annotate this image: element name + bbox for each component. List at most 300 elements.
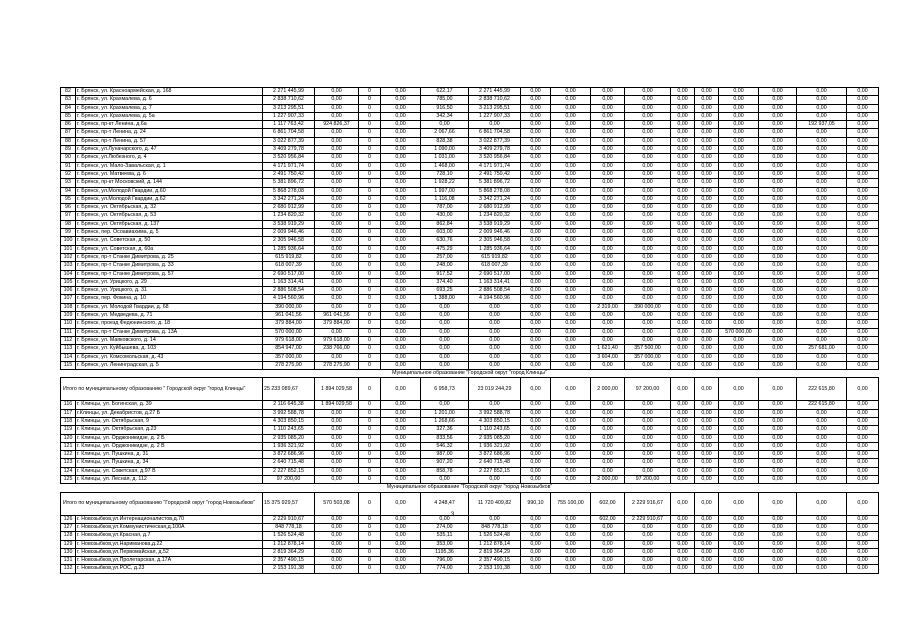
value-cell: 0,00	[797, 523, 847, 531]
address-cell: г. Новозыбков,ул.Первомайская, д.52	[76, 548, 263, 556]
address-cell: г. Брянск, ул.Молодой Гвардии, д.62	[76, 195, 263, 203]
value-cell: 0,00	[521, 312, 551, 320]
address-cell: г. Клинцы, ул. Орджоникидзе, д. 2 В	[76, 442, 263, 450]
value-cell: 0,00	[797, 112, 847, 120]
value-cell: 0,00	[521, 129, 551, 137]
value-cell: 0,00	[421, 361, 469, 369]
value-cell: 0,00	[591, 451, 625, 459]
value-cell: 0,00	[719, 245, 759, 253]
value-cell: 0	[359, 170, 381, 178]
value-cell: 0,00	[759, 137, 797, 145]
value-cell: 0,00	[551, 88, 591, 96]
value-cell: 0,00	[671, 146, 695, 154]
value-cell: 3 022 877,39	[263, 137, 315, 145]
row-number: 90	[61, 154, 76, 162]
value-cell: 0	[359, 287, 381, 295]
address-cell: г. Брянск, ул. Комсомольская, д. 43	[76, 353, 263, 361]
address-cell: г. Брянск, ул. Маяковского, д. 14	[76, 336, 263, 344]
value-cell: 0,00	[521, 253, 551, 261]
value-cell: 0,00	[551, 557, 591, 565]
address-cell: г.Клинцы, ул. Декабристов, д.27 Б	[76, 409, 263, 417]
address-cell: г. Брянск, пр-кт Московский, д. 144	[76, 179, 263, 187]
row-number: 110	[61, 320, 76, 328]
section-header-row	[61, 484, 879, 492]
value-cell: 0,00	[591, 278, 625, 286]
row-number: 130	[61, 548, 76, 556]
value-cell: 0,00	[695, 336, 719, 344]
value-cell: 2 819 364,29	[263, 548, 315, 556]
value-cell: 0,00	[719, 104, 759, 112]
value-cell: 0,00	[671, 154, 695, 162]
value-cell: 278 275,90	[263, 361, 315, 369]
row-number: 108	[61, 303, 76, 311]
value-cell: 0,00	[847, 262, 879, 270]
value-cell: 0,00	[759, 96, 797, 104]
value-cell: 0,00	[719, 336, 759, 344]
table-row	[61, 195, 879, 203]
value-cell: 0,00	[315, 548, 359, 556]
value-cell: 2 935 085,20	[263, 434, 315, 442]
value-cell: 0,00	[671, 417, 695, 425]
value-cell: 0,00	[671, 88, 695, 96]
value-cell: 774,00	[421, 565, 469, 573]
value-cell: 0,00	[797, 557, 847, 565]
value-cell: 0,00	[671, 137, 695, 145]
value-cell: 0,00	[315, 170, 359, 178]
table-row	[61, 237, 879, 245]
value-cell: 0,00	[469, 515, 521, 523]
value-cell: 0,00	[719, 476, 759, 484]
value-cell: 0,00	[671, 426, 695, 434]
value-cell: 1 997,00	[421, 187, 469, 195]
row-number: 103	[61, 262, 76, 270]
value-cell: 0,00	[315, 434, 359, 442]
value-cell: 2 491 750,42	[469, 170, 521, 178]
table-row	[61, 96, 879, 104]
value-cell: 0	[359, 96, 381, 104]
value-cell: 0,00	[695, 476, 719, 484]
value-cell: 0,00	[591, 179, 625, 187]
value-cell: 0,00	[551, 121, 591, 129]
value-cell: 0,00	[759, 104, 797, 112]
value-cell: 0	[359, 220, 381, 228]
value-cell: 0,00	[695, 401, 719, 409]
value-cell: 0,00	[797, 548, 847, 556]
value-cell: 0,00	[671, 287, 695, 295]
value-cell: 3 992 588,78	[263, 409, 315, 417]
value-cell: 0,00	[759, 467, 797, 475]
value-cell: 2 491 750,42	[263, 170, 315, 178]
value-cell: 0,00	[521, 112, 551, 120]
value-cell: 1 526 524,48	[263, 532, 315, 540]
value-cell: 0	[359, 129, 381, 137]
table-row	[61, 162, 879, 170]
value-cell: 1 894 029,58	[315, 401, 359, 409]
value-cell: 0,00	[591, 409, 625, 417]
table-row	[61, 557, 879, 565]
value-cell: 0,00	[551, 237, 591, 245]
value-cell: 2 305 946,58	[469, 237, 521, 245]
value-cell: 0,00	[671, 523, 695, 531]
value-cell: 0,00	[797, 451, 847, 459]
value-cell: 0	[359, 459, 381, 467]
value-cell: 0,00	[797, 104, 847, 112]
value-cell: 0,00	[847, 212, 879, 220]
value-cell: 0,00	[591, 312, 625, 320]
value-cell: 0	[359, 303, 381, 311]
value-cell: 0,00	[381, 303, 421, 311]
value-cell: 0,00	[591, 540, 625, 548]
value-cell: 0,00	[381, 451, 421, 459]
value-cell: 0,00	[315, 96, 359, 104]
value-cell: 1 212 878,14	[263, 540, 315, 548]
value-cell: 0,00	[671, 557, 695, 565]
total-cell: 1 894 029,58	[315, 378, 359, 401]
value-cell: 0,00	[521, 548, 551, 556]
value-cell: 0,00	[381, 179, 421, 187]
value-cell: 0,00	[847, 459, 879, 467]
value-cell: 0,00	[521, 328, 551, 336]
value-cell: 0,00	[759, 426, 797, 434]
row-number: 105	[61, 278, 76, 286]
row-number: 113	[61, 345, 76, 353]
address-cell: г. Брянск, пр-т Станке Димитрова, д. 57	[76, 270, 263, 278]
value-cell: 0,00	[797, 515, 847, 523]
value-cell: 2 690 517,00	[263, 270, 315, 278]
address-cell: г. Брянск, ул.Молодой Гвардии, д.60	[76, 187, 263, 195]
table-row	[61, 146, 879, 154]
value-cell: 1 621,40	[591, 345, 625, 353]
value-cell: 327,36	[421, 426, 469, 434]
total-cell: 6 958,73	[421, 378, 469, 401]
value-cell: 0	[359, 187, 381, 195]
value-cell: 0,00	[847, 154, 879, 162]
row-number: 118	[61, 417, 76, 425]
value-cell: 0,00	[719, 287, 759, 295]
value-cell: 0,00	[315, 129, 359, 137]
address-cell: г. Новозыбков,ул.Нариманова,д.22	[76, 540, 263, 548]
value-cell: 0,00	[381, 229, 421, 237]
value-cell: 0,00	[695, 237, 719, 245]
value-cell: 0,00	[421, 353, 469, 361]
value-cell: 0,00	[551, 515, 591, 523]
value-cell: 0,00	[421, 515, 469, 523]
value-cell: 0,00	[521, 104, 551, 112]
value-cell: 0,00	[759, 162, 797, 170]
value-cell: 0,00	[521, 187, 551, 195]
value-cell: 0,00	[591, 220, 625, 228]
row-number: 97	[61, 212, 76, 220]
value-cell: 0,00	[625, 287, 671, 295]
value-cell: 0,00	[381, 170, 421, 178]
value-cell: 0,00	[521, 137, 551, 145]
value-cell: 5 868 278,08	[469, 187, 521, 195]
value-cell: 0,00	[381, 401, 421, 409]
value-cell: 0,00	[695, 540, 719, 548]
value-cell: 0,00	[591, 565, 625, 573]
value-cell: 0,00	[759, 170, 797, 178]
value-cell: 0,00	[625, 295, 671, 303]
total-cell: 15 375 929,57	[263, 492, 315, 515]
value-cell: 848 778,18	[263, 523, 315, 531]
value-cell: 0,00	[381, 523, 421, 531]
section-total-row	[61, 378, 879, 401]
value-cell: 3 872 686,96	[263, 451, 315, 459]
value-cell: 0	[359, 104, 381, 112]
value-cell: 0,00	[625, 328, 671, 336]
value-cell: 0,00	[847, 451, 879, 459]
row-number: 96	[61, 204, 76, 212]
value-cell: 0,00	[625, 548, 671, 556]
value-cell: 0,00	[551, 320, 591, 328]
address-cell: г. Брянск, пр-кт Ленина, д.6а	[76, 121, 263, 129]
value-cell: 0,00	[591, 96, 625, 104]
value-cell: 0,00	[551, 262, 591, 270]
value-cell: 0	[359, 204, 381, 212]
value-cell: 0,00	[551, 442, 591, 450]
value-cell: 0,00	[521, 451, 551, 459]
value-cell: 0,00	[381, 434, 421, 442]
value-cell: 257,00	[421, 253, 469, 261]
value-cell: 0,00	[551, 426, 591, 434]
value-cell: 0,00	[671, 121, 695, 129]
value-cell: 0,00	[381, 476, 421, 484]
value-cell: 0	[359, 565, 381, 573]
value-cell: 0,00	[671, 303, 695, 311]
value-cell: 0,00	[315, 137, 359, 145]
value-cell: 796,00	[421, 557, 469, 565]
value-cell: 0,00	[381, 345, 421, 353]
value-cell: 618 007,39	[263, 262, 315, 270]
value-cell: 0,00	[469, 320, 521, 328]
value-cell: 0,00	[695, 204, 719, 212]
address-cell: г. Клинцы, ул. Орджоникидзе, д. 2 Б	[76, 434, 263, 442]
value-cell: 0,00	[719, 417, 759, 425]
value-cell: 0,00	[797, 287, 847, 295]
row-number: 132	[61, 565, 76, 573]
row-number: 128	[61, 532, 76, 540]
value-cell: 2 229 910,67	[625, 515, 671, 523]
address-cell: г. Брянск, ул. Советская, д. 50	[76, 237, 263, 245]
value-cell: 0,00	[381, 548, 421, 556]
row-number: 101	[61, 245, 76, 253]
value-cell: 0,00	[521, 467, 551, 475]
value-cell: 4 194 560,96	[469, 295, 521, 303]
value-cell: 0,00	[671, 170, 695, 178]
address-cell: г. Брянск, ул. Медведева, д. 71	[76, 312, 263, 320]
value-cell: 0,00	[759, 88, 797, 96]
value-cell: 0,00	[695, 121, 719, 129]
value-cell: 0,00	[625, 434, 671, 442]
value-cell: 278 275,90	[315, 361, 359, 369]
value-cell: 0,00	[759, 557, 797, 565]
value-cell: 0,00	[847, 515, 879, 523]
total-label: Итого по муниципальному образованию "Городской округ "город Новозыбков"	[61, 492, 263, 515]
table-row	[61, 353, 879, 361]
value-cell: 0,00	[759, 417, 797, 425]
value-cell: 0,00	[759, 179, 797, 187]
value-cell: 0,00	[797, 442, 847, 450]
value-cell: 0,00	[381, 212, 421, 220]
value-cell: 0,00	[695, 212, 719, 220]
value-cell: 1 163 314,41	[263, 278, 315, 286]
value-cell: 0,00	[315, 270, 359, 278]
value-cell: 0,00	[625, 565, 671, 573]
value-cell: 0,00	[521, 121, 551, 129]
address-cell: г. Брянск, пр-т Ленина, д. 57	[76, 137, 263, 145]
value-cell: 0,00	[625, 278, 671, 286]
value-cell: 0,00	[469, 121, 521, 129]
value-cell: 0	[359, 409, 381, 417]
address-cell: г. Брянск, ул. Красноармейская, д. 168	[76, 88, 263, 96]
value-cell: 0,00	[591, 245, 625, 253]
value-cell: 0,00	[719, 532, 759, 540]
value-cell: 907,20	[421, 459, 469, 467]
value-cell: 0,00	[551, 401, 591, 409]
value-cell: 0,00	[719, 195, 759, 203]
value-cell: 0,00	[625, 129, 671, 137]
value-cell: 0,00	[695, 137, 719, 145]
value-cell: 0,00	[551, 253, 591, 261]
address-cell: г. Брянск, ул. Октябрьская, д. 53	[76, 212, 263, 220]
value-cell: 0,00	[551, 565, 591, 573]
value-cell: 0,00	[381, 137, 421, 145]
row-number: 125	[61, 476, 76, 484]
address-cell: г. Брянск, ул.Любезного, д. 4	[76, 154, 263, 162]
value-cell: 0,00	[625, 170, 671, 178]
value-cell: 1 928,22	[421, 179, 469, 187]
value-cell: 0,00	[671, 328, 695, 336]
value-cell: 1 090,00	[421, 146, 469, 154]
value-cell: 0,00	[759, 345, 797, 353]
value-cell: 0,00	[695, 467, 719, 475]
value-cell: 0,00	[421, 401, 469, 409]
value-cell: 0,00	[695, 154, 719, 162]
value-cell: 0,00	[551, 104, 591, 112]
value-cell: 987,00	[421, 451, 469, 459]
value-cell: 0,00	[315, 467, 359, 475]
row-number: 98	[61, 220, 76, 228]
value-cell: 0	[359, 451, 381, 459]
value-cell: 0,00	[591, 262, 625, 270]
value-cell: 728,10	[421, 170, 469, 178]
total-label: Итого по муниципальному образованию " Городской округ "город Клинцы"	[61, 378, 263, 401]
value-cell: 1 212 878,14	[469, 540, 521, 548]
value-cell: 0,00	[671, 253, 695, 261]
value-cell: 0,00	[315, 179, 359, 187]
row-number: 119	[61, 426, 76, 434]
value-cell: 0,00	[847, 204, 879, 212]
value-cell: 0,00	[719, 434, 759, 442]
table-row	[61, 565, 879, 573]
value-cell: 0,00	[759, 278, 797, 286]
value-cell: 0,00	[521, 409, 551, 417]
value-cell: 0,00	[719, 295, 759, 303]
value-cell: 2 116 645,38	[263, 401, 315, 409]
value-cell: 3 992 588,78	[469, 409, 521, 417]
value-cell: 0,00	[551, 532, 591, 540]
value-cell: 0,00	[315, 442, 359, 450]
value-cell: 0,00	[797, 476, 847, 484]
value-cell: 0,00	[671, 320, 695, 328]
value-cell: 0,00	[315, 212, 359, 220]
value-cell: 0,00	[381, 187, 421, 195]
row-number: 123	[61, 459, 76, 467]
value-cell: 0,00	[759, 112, 797, 120]
value-cell: 0,00	[625, 451, 671, 459]
address-cell: г. Брянск, проезд Федюнинского, д. 18	[76, 320, 263, 328]
value-cell: 0,00	[381, 237, 421, 245]
value-cell: 0,00	[797, 409, 847, 417]
value-cell: 0,00	[695, 104, 719, 112]
total-cell: 0,00	[521, 378, 551, 401]
value-cell: 0,00	[521, 532, 551, 540]
value-cell: 0,00	[671, 548, 695, 556]
value-cell: 0,00	[671, 220, 695, 228]
value-cell: 0	[359, 320, 381, 328]
value-cell: 0,00	[797, 88, 847, 96]
value-cell: 0	[359, 270, 381, 278]
value-cell: 0,00	[591, 170, 625, 178]
value-cell: 0,00	[625, 270, 671, 278]
value-cell: 2 271 445,99	[469, 88, 521, 96]
value-cell: 0,00	[591, 523, 625, 531]
table-row	[61, 320, 879, 328]
row-number: 114	[61, 353, 76, 361]
value-cell: 0,00	[315, 262, 359, 270]
value-cell: 0,00	[381, 162, 421, 170]
value-cell: 0,00	[671, 204, 695, 212]
value-cell: 0	[359, 245, 381, 253]
value-cell: 0,00	[591, 287, 625, 295]
value-cell: 0,00	[759, 295, 797, 303]
value-cell: 3 022 877,39	[469, 137, 521, 145]
value-cell: 0,00	[797, 212, 847, 220]
table-row	[61, 434, 879, 442]
value-cell: 0,00	[797, 303, 847, 311]
value-cell: 0,00	[719, 237, 759, 245]
value-cell: 1 234 820,32	[263, 212, 315, 220]
value-cell: 0,00	[469, 361, 521, 369]
table-row	[61, 229, 879, 237]
value-cell: 0,00	[521, 237, 551, 245]
total-cell: 0,00	[797, 492, 847, 515]
value-cell: 0,00	[695, 112, 719, 120]
value-cell: 0,00	[625, 195, 671, 203]
table-row	[61, 170, 879, 178]
value-cell: 0,00	[847, 320, 879, 328]
value-cell: 0,00	[797, 262, 847, 270]
value-cell: 0,00	[759, 540, 797, 548]
total-cell: 0,00	[759, 378, 797, 401]
value-cell: 0,00	[551, 195, 591, 203]
value-cell: 0,00	[719, 451, 759, 459]
value-cell: 0,00	[381, 262, 421, 270]
value-cell: 0,00	[625, 557, 671, 565]
value-cell: 6 861 704,58	[263, 129, 315, 137]
value-cell: 0,00	[315, 303, 359, 311]
address-cell: г. Брянск, ул. Мало-Завальская, д. 1	[76, 162, 263, 170]
value-cell: 787,00	[421, 204, 469, 212]
value-cell: 0,00	[671, 434, 695, 442]
value-cell: 0,00	[521, 154, 551, 162]
value-cell: 0,00	[847, 328, 879, 336]
value-cell: 0	[359, 212, 381, 220]
value-cell: 0,00	[381, 287, 421, 295]
row-number: 111	[61, 328, 76, 336]
value-cell: 0	[359, 476, 381, 484]
row-number: 89	[61, 146, 76, 154]
